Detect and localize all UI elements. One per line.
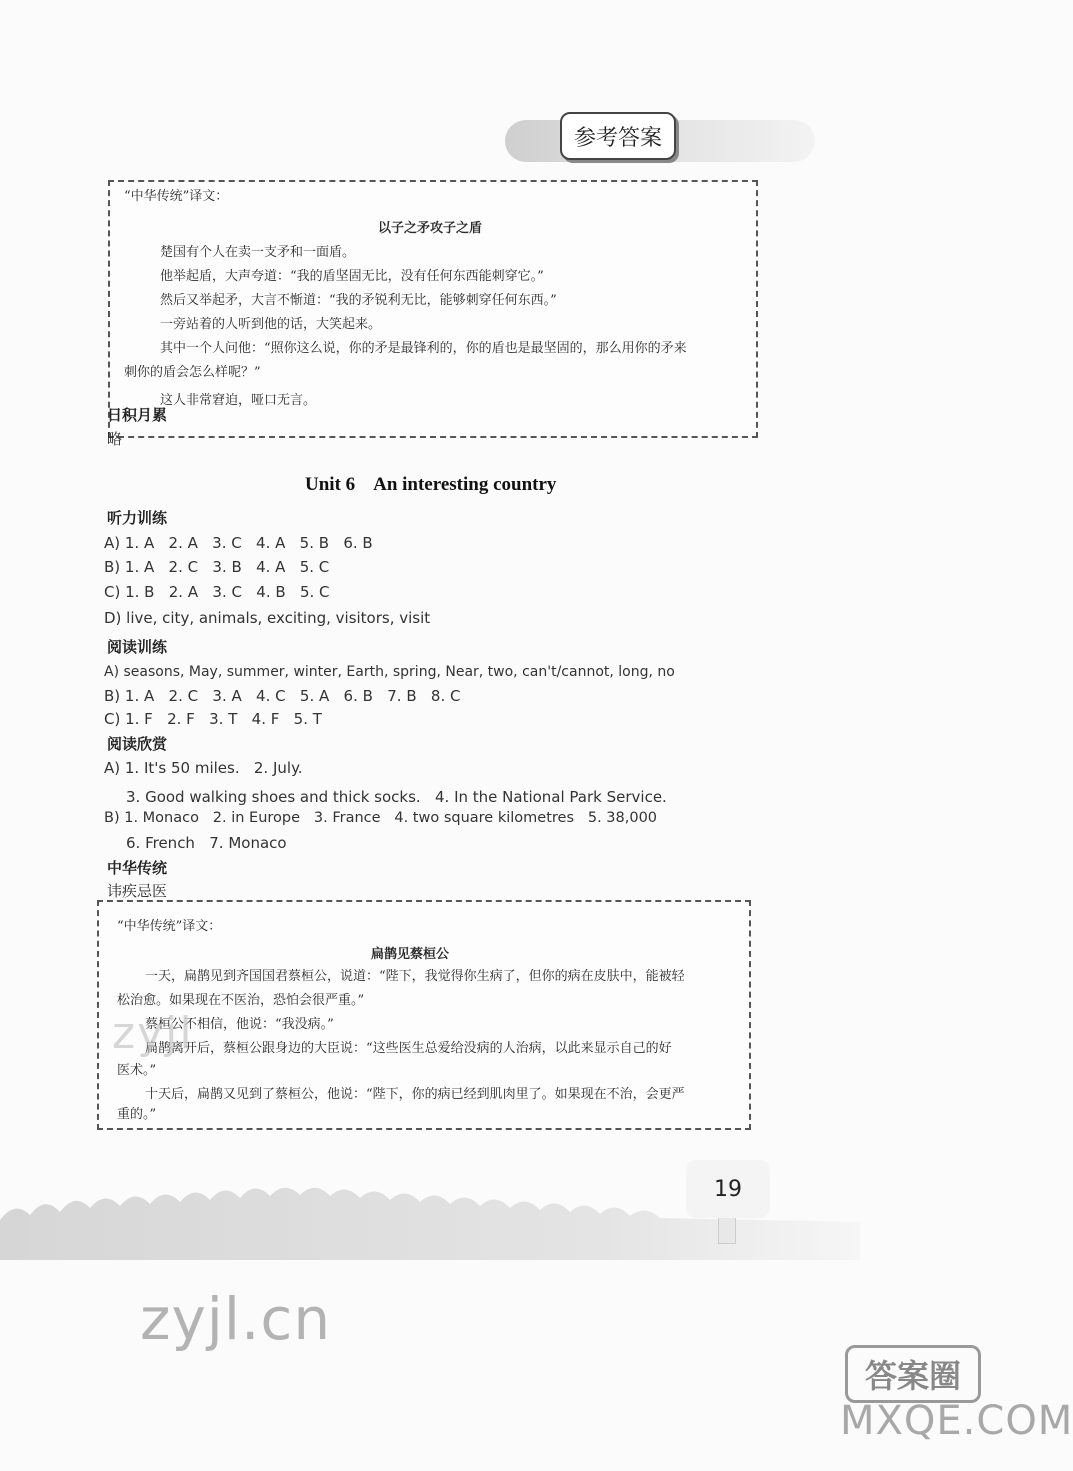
section-label-xinshang: 阅读欣赏 xyxy=(107,735,168,753)
section-label-yuedu: 阅读训练 xyxy=(107,638,168,656)
box2-line: 一天，扁鹊见到齐国国君蔡桓公，说道：“陛下，我觉得你生病了，但你的病在皮肤中，能被轻 xyxy=(145,969,685,984)
tingli-line: D) live, city, animals, exciting, visitors, visit xyxy=(104,609,431,627)
box1-line: 他举起盾，大声夸道：“我的盾坚固无比，没有任何东西能刺穿它。” xyxy=(160,269,544,284)
box1-line: 这人非常窘迫，哑口无言。 xyxy=(160,393,317,408)
tingli-line: B) 1. A 2. C 3. B 4. A 5. C xyxy=(104,558,330,576)
xinshang-line: 6. French 7. Monaco xyxy=(126,834,287,852)
box1-line: 然后又举起矛，大言不惭道：“我的矛锐利无比，能够刺穿任何东西。” xyxy=(160,293,557,308)
watermark-mxqe: MXQE.COM xyxy=(840,1398,1073,1444)
box1-line: 一旁站着的人听到他的话，大笑起来。 xyxy=(160,317,382,332)
box2-heading: “中华传统”译文： xyxy=(117,919,222,934)
box2-title: 扁鹊见蔡桓公 xyxy=(371,947,450,962)
watermark-zyjl-cn: zyjl.cn xyxy=(140,1285,332,1353)
box1-heading: “中华传统”译文： xyxy=(124,189,229,204)
tingli-line: C) 1. B 2. A 3. C 4. B 5. C xyxy=(104,583,330,601)
xinshang-line: A) 1. It's 50 miles. 2. July. xyxy=(104,759,303,777)
yuedu-line: C) 1. F 2. F 3. T 4. F 5. T xyxy=(104,710,322,728)
xinshang-line: 3. Good walking shoes and thick socks. 4. In the National Park Service. xyxy=(126,788,667,806)
xinshang-line: B) 1. Monaco 2. in Europe 3. France 4. two square kilometres 5. 38,000 xyxy=(104,810,658,826)
watermark-stamp: 答案圈 xyxy=(845,1345,981,1403)
box2-line: 蔡桓公不相信，他说：“我没病。” xyxy=(145,1017,334,1032)
box1-line: 其中一个人问他：“照你这么说，你的矛是最锋利的，你的盾也是最坚固的，那么用你的矛来 xyxy=(160,341,687,356)
box2-line: 十天后，扁鹊又见到了蔡桓公，他说：“陛下，你的病已经到肌肉里了。如果现在不治，会更严 xyxy=(145,1087,685,1102)
box2-line: 医术。” xyxy=(117,1063,157,1078)
riji-answer: 略 xyxy=(107,430,123,448)
box1-title: 以子之矛攻子之盾 xyxy=(378,221,483,236)
box1-line: 刺你的盾会怎么样呢？” xyxy=(124,365,261,380)
translation-box-2 xyxy=(97,900,751,1130)
yuedu-line: B) 1. A 2. C 3. A 4. C 5. A 6. B 7. B 8. C xyxy=(104,687,461,705)
yuedu-line: A) seasons, May, summer, winter, Earth, spring, Near, two, can't/cannot, long, no xyxy=(104,664,675,680)
box2-line: 重的。” xyxy=(117,1107,157,1122)
box2-line: 扁鹊离开后，蔡桓公跟身边的大臣说：“这些医生总爱给没病的人治病，以此来显示自己的好 xyxy=(145,1041,672,1056)
tingli-line: A) 1. A 2. A 3. C 4. A 5. B 6. B xyxy=(104,534,373,552)
watermark-zyjl: zyjl xyxy=(112,1008,194,1059)
page-number: 19 xyxy=(686,1160,770,1218)
section-label-riji: 日积月累 xyxy=(107,406,168,424)
zhonghua-answer: 讳疾忌医 xyxy=(107,882,168,900)
answer-key-tab: 参考答案 xyxy=(560,112,676,160)
translation-box-1 xyxy=(108,180,758,438)
box2-line: 松治愈。如果现在不医治，恐怕会很严重。” xyxy=(117,993,365,1008)
section-label-tingli: 听力训练 xyxy=(107,509,168,527)
box1-line: 楚国有个人在卖一支矛和一面盾。 xyxy=(160,245,356,260)
section-label-zhonghua: 中华传统 xyxy=(107,859,168,877)
unit-title: Unit 6 An interesting country xyxy=(305,474,557,495)
footer-wave-decoration xyxy=(0,1170,1000,1280)
